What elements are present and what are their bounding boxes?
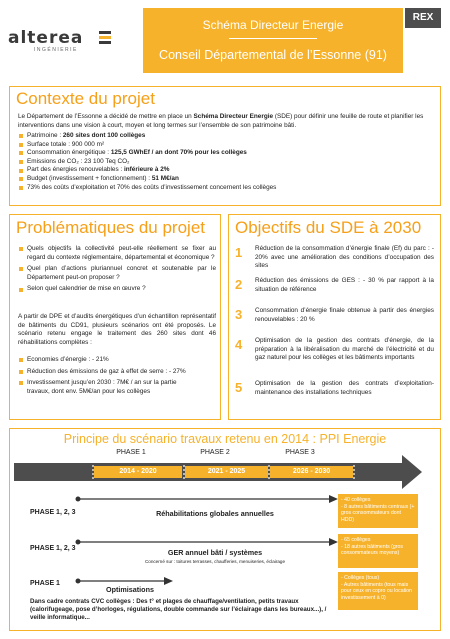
timeline-note: Dans cadre contrats CVC collèges : Des t° et plages de chauffage/ventilation, petits travaux (calorifugeage, pose d’horloges, régulations, double commande sur l’éclairage dans les bureaux...), / veille informatique... <box>30 598 327 621</box>
rex-badge: REX <box>405 8 441 28</box>
objectif-number: 2 <box>235 277 243 292</box>
header-title: Schéma Directeur Energie <box>202 18 344 32</box>
contexte-intro-c: (SDE) pour définir une feuille de route et planifier les interventions dans une vision à court, moyen et long termes sur l’ensemble de son patrimoine bâti. <box>18 113 424 129</box>
problematiques-section <box>9 214 221 420</box>
list-item: Quels objectifs la collectivité peut-elle réellement se fixer au regard du contexte réglementaire, départemental et économique ? <box>18 245 216 262</box>
row-1-arrow <box>74 494 339 504</box>
objectif-text: Réduction des émissions de GES : - 30 % par rapport à la situation de référence <box>255 277 434 293</box>
row-1-caption: Réhabilitations globales annuelles <box>156 509 274 518</box>
phase-1-years: 2014 - 2020 <box>94 466 182 478</box>
list-item: Budget (investissement + fonctionnement) : 51 M€/an <box>18 175 434 184</box>
problematiques-paragraph: A partir de DPE et d’audits énergétiques d’un échantillon représentatif de bâtiments du CD91, plusieurs scénarios ont été proposés. Le scénario retenu engage le traitement des 260 sites dont 46 réhabilitations complètes : <box>18 313 216 346</box>
results-list <box>18 356 188 396</box>
row-2-arrow <box>74 537 339 547</box>
list-item: Réduction des émissions de gaz à effet de serre : - 27% <box>18 368 188 377</box>
objectif-number: 4 <box>235 337 243 352</box>
list-item: Emissions de CO₂ : 23 100 Teq CO₂ <box>18 158 434 167</box>
row-2-label: PHASE 1, 2, 3 <box>30 545 76 552</box>
row-3-caption: Optimisations <box>106 585 154 594</box>
row-3-scope <box>338 572 418 610</box>
row-2-caption: GER annuel bâti / systèmes <box>167 548 263 557</box>
scope-line: - 65 collèges <box>341 537 371 543</box>
header-divider <box>229 38 317 39</box>
list-item: Surface totale : 900 000 m² <box>18 141 434 150</box>
list-item: Patrimoine : 260 sites dont 100 collèges <box>18 132 434 141</box>
objectif-item <box>235 245 434 271</box>
row-1-scope <box>338 494 418 528</box>
scope-line: - 8 autres bâtiments centraux (+ gros consommateurs dont HDD) <box>341 503 415 523</box>
header-subtitle: Conseil Départemental de l’Essonne (91) <box>159 48 387 62</box>
objectif-text: Réduction de la consommation d’énergie finale (Ef) du parc : - 20% avec une amélioration des conditions d’occupation des sites <box>255 245 434 270</box>
header-banner <box>143 8 403 73</box>
objectifs-section <box>228 214 441 420</box>
objectif-item <box>235 277 434 294</box>
list-item: Economies d’énergie : - 21% <box>18 356 188 365</box>
logo-subtitle: INGÉNIERIE <box>34 47 78 53</box>
objectif-text: Consommation d’énergie finale obtenue à partir des énergies renouvelables : 20 % <box>255 307 434 323</box>
objectif-number: 5 <box>235 380 243 395</box>
objectif-item <box>235 307 434 324</box>
logo <box>8 28 108 58</box>
list-item: Investissement jusqu’en 2030 : 7M€ / an sur la partie travaux, dont env. 5M€/an pour les collèges <box>18 379 188 396</box>
contexte-intro-bold: Schéma Directeur Energie <box>193 113 274 120</box>
list-item: 73% des coûts d’exploitation et 70% des coûts d’investissement concernent les collèges <box>18 184 434 193</box>
scope-line: - Collèges (tous) <box>341 575 380 581</box>
questions-list <box>18 245 216 297</box>
list-item: Consommation énergétique : 125,5 GWhEf / an dont 70% pour les collèges <box>18 149 434 158</box>
objectif-item <box>235 337 434 363</box>
row-2-scope <box>338 534 418 568</box>
objectif-number: 1 <box>235 245 243 260</box>
list-item: Quel plan d’actions pluriannuel concret et soutenable par le Département peut-on proposer ? <box>18 265 216 282</box>
objectif-text: Optimisation de la gestion des contrats d’exploitation-maintenance des installations techniques <box>255 380 434 396</box>
problematiques-title: Problématiques du projet <box>16 218 206 237</box>
objectifs-title: Objectifs du SDE à 2030 <box>235 218 422 237</box>
logo-mark-icon <box>99 31 111 45</box>
contexte-title: Contexte du projet <box>16 89 155 108</box>
phase-3-label: PHASE 3 <box>285 449 315 456</box>
contexte-section <box>9 86 441 206</box>
phase-2-label: PHASE 2 <box>200 449 230 456</box>
objectif-item <box>235 380 434 397</box>
objectif-number: 3 <box>235 307 243 322</box>
scope-line: - 18 autres bâtiments (gros consommateurs moyens) <box>341 543 403 557</box>
list-item: Selon quel calendrier de mise en œuvre ? <box>18 285 216 294</box>
contexte-intro-a: Le Département de l’Essonne a décidé de mettre en place un <box>18 113 194 120</box>
phase-2-years: 2021 - 2025 <box>185 466 268 478</box>
phase-1-label: PHASE 1 <box>116 449 146 456</box>
row-3-label: PHASE 1 <box>30 580 60 587</box>
scope-line: - 40 collèges <box>341 497 371 503</box>
phase-3-years: 2026 - 2030 <box>270 466 353 478</box>
timeline-title: Principe du scénario travaux retenu en 2014 : PPI Energie <box>63 432 387 446</box>
row-2-subcaption: Concerné sur : toitures terrasses, chaufferies, menuiseries, éclairage <box>144 559 286 564</box>
objectif-text: Optimisation de la gestion des contrats d’énergie, de la préparation à la libéralisation du marché de l’électricité et du gaz naturel pour les collèges et les bâtiments importants <box>255 337 434 362</box>
logo-wordmark: alterea <box>8 28 84 48</box>
contexte-list <box>18 132 434 192</box>
list-item: Part des énergies renouvelables : inférieure à 2% <box>18 166 434 175</box>
scope-line: - Autres bâtiments (tous mais pour ceux en copro ou location investissement à 0) <box>341 581 412 601</box>
row-1-label: PHASE 1, 2, 3 <box>30 509 76 516</box>
contexte-intro <box>18 113 434 130</box>
